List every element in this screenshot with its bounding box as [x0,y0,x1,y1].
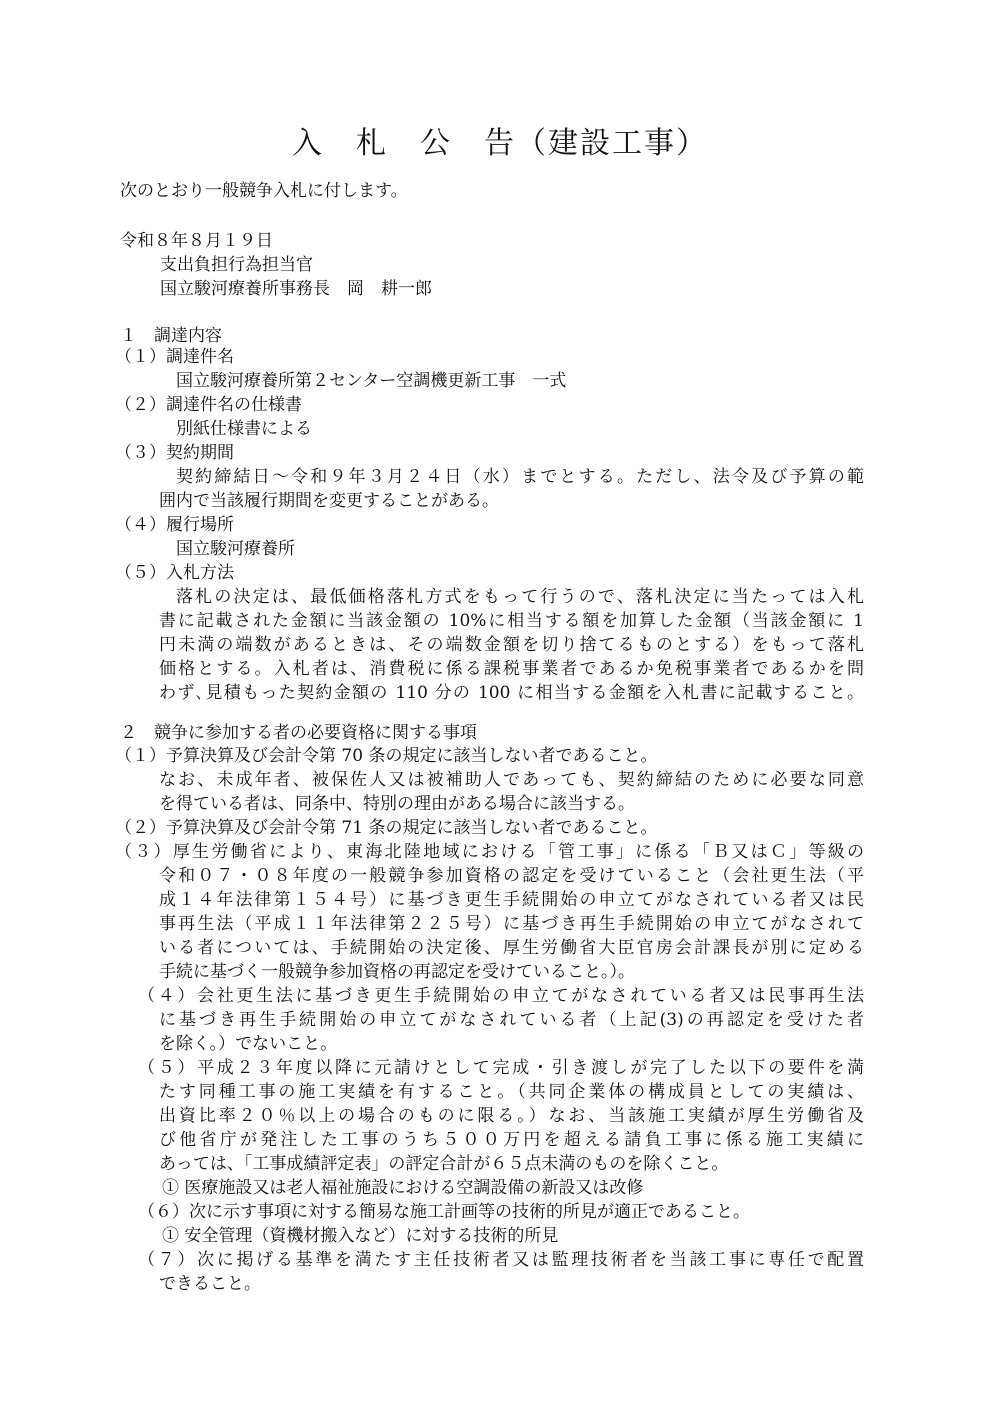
section2-item3-line: 成１４年法律第１５４号）に基づき更生手続開始の申立てがなされている者又は民 [159,890,864,910]
section2-item4-line: に基づき再生手続開始の申立てがなされている者（上記(3)の再認定を受けた者 [159,1010,864,1030]
section2-item3-line: 令和０７・０８年度の一般競争参加資格の認定を受けていること（会社更生法（平 [159,866,864,886]
section1-item2-label: （２）調達件名の仕様書 [115,395,302,415]
date: 令和８年８月１９日 [120,231,273,251]
section2-item1-line: を得ている者は、同条中、特別の理由がある場合に該当する。 [159,794,635,814]
section2-item5-line: （５）平成２３年度以降に元請けとして完成・引き渡しが完了した以下の要件を満 [138,1058,864,1078]
section1-item1-body: 国立駿河療養所第２センター空調機更新工事 一式 [176,371,567,391]
section2-item6-line: （６）次に示す事項に対する簡易な施工計画等の技術的所見が適正であること。 [138,1202,750,1222]
section2-heading: ２ 競争に参加する者の必要資格に関する事項 [120,723,477,743]
section2-item5-line: たす同種工事の施工実績を有すること。（共同企業体の構成員としての実績は、 [159,1082,864,1102]
section1-heading: １ 調達内容 [120,326,222,346]
section1-item5-body-line: 価格とする。入札者は、消費税に係る課税事業者であるか免税事業者であるかを問 [159,659,864,679]
section2-item3-line: （３）厚生労働省により、東海北陸地域における「管工事」に係る「Ｂ又はＣ」等級の [115,842,864,862]
section1-item3-body-line: 契約締結日～令和９年３月２４日（水）までとする。ただし、法令及び予算の範 [176,467,864,487]
section1-item5-body-line: 落札の決定は、最低価格落札方式をもって行うので、落札決定に当たっては入札 [176,587,864,607]
section1-item3-label: （３）契約期間 [115,443,234,463]
section1-item4-body: 国立駿河療養所 [176,539,295,559]
section1-item2-body: 別紙仕様書による [176,419,312,439]
section2-item6-subitem: ① 安全管理（資機材搬入など）に対する技術的所見 [162,1226,559,1246]
official-role: 支出負担行為担当官 [160,255,313,275]
section2-item5-subitem: ① 医療施設又は老人福祉施設における空調設備の新設又は改修 [162,1178,644,1198]
section2-item3-line: 手続に基づく一般競争参加資格の再認定を受けていること。）。 [159,962,635,982]
official-name: 国立駿河療養所事務長 岡 耕一郎 [160,279,432,299]
section1-item5-label: （５）入札方法 [115,563,234,583]
section1-item3-body-line: 囲内で当該履行期間を変更することがある。 [159,491,499,511]
section2-item5-line: び他省庁が発注した工事のうち５００万円を超える請負工事に係る施工実績に [159,1130,864,1150]
section2-item1-line: （１）予算決算及び会計令第 70 条の規定に該当しない者であること。 [115,746,658,766]
section2-item4-line: （４）会社更生法に基づき更生手続開始の申立てがなされている者又は民事再生法 [138,986,864,1006]
section1-item5-body-line: わず､見積もった契約金額の 110 分の 100 に相当する金額を入札書に記載すること。 [159,683,864,703]
section1-item5-body-line: 円未満の端数があるときは、その端数金額を切り捨てるものとする）をもって落札 [159,635,864,655]
section2-item4-line: を除く。）でないこと。 [159,1034,338,1054]
section2-item3-line: 事再生法（平成１１年法律第２２５号）に基づき再生手続開始の申立てがなされて [159,914,864,934]
section2-item5-line: あっては、「工事成績評定表」の評定合計が６５点未満のものを除くこと。 [159,1154,729,1174]
section2-item2-line: （２）予算決算及び会計令第 71 条の規定に該当しない者であること。 [115,818,658,838]
section2-item5-line: 出資比率２０％以上の場合のものに限る。）なお、当該施工実績が厚生労働省及 [159,1106,864,1126]
section2-item1-line: なお、未成年者、被保佐人又は被補助人であっても、契約締結のために必要な同意 [159,770,864,790]
section2-item7-line: できること。 [159,1274,261,1294]
intro-text: 次のとおり一般競争入札に付します。 [120,181,408,201]
section1-item4-label: （４）履行場所 [115,515,234,535]
document-title: 入 札 公 告（建設工事） [292,126,708,161]
section2-item7-line: （７）次に掲げる基準を満たす主任技術者又は監理技術者を当該工事に専任で配置 [138,1250,864,1270]
section1-item1-label: （１）調達件名 [115,347,234,367]
section1-item5-body-line: 書に記載された金額に当該金額の 10%に相当する額を加算した金額（当該金額に 1 [159,611,864,631]
section2-item3-line: いる者については、手続開始の決定後、厚生労働省大臣官房会計課長が別に定める [159,938,864,958]
